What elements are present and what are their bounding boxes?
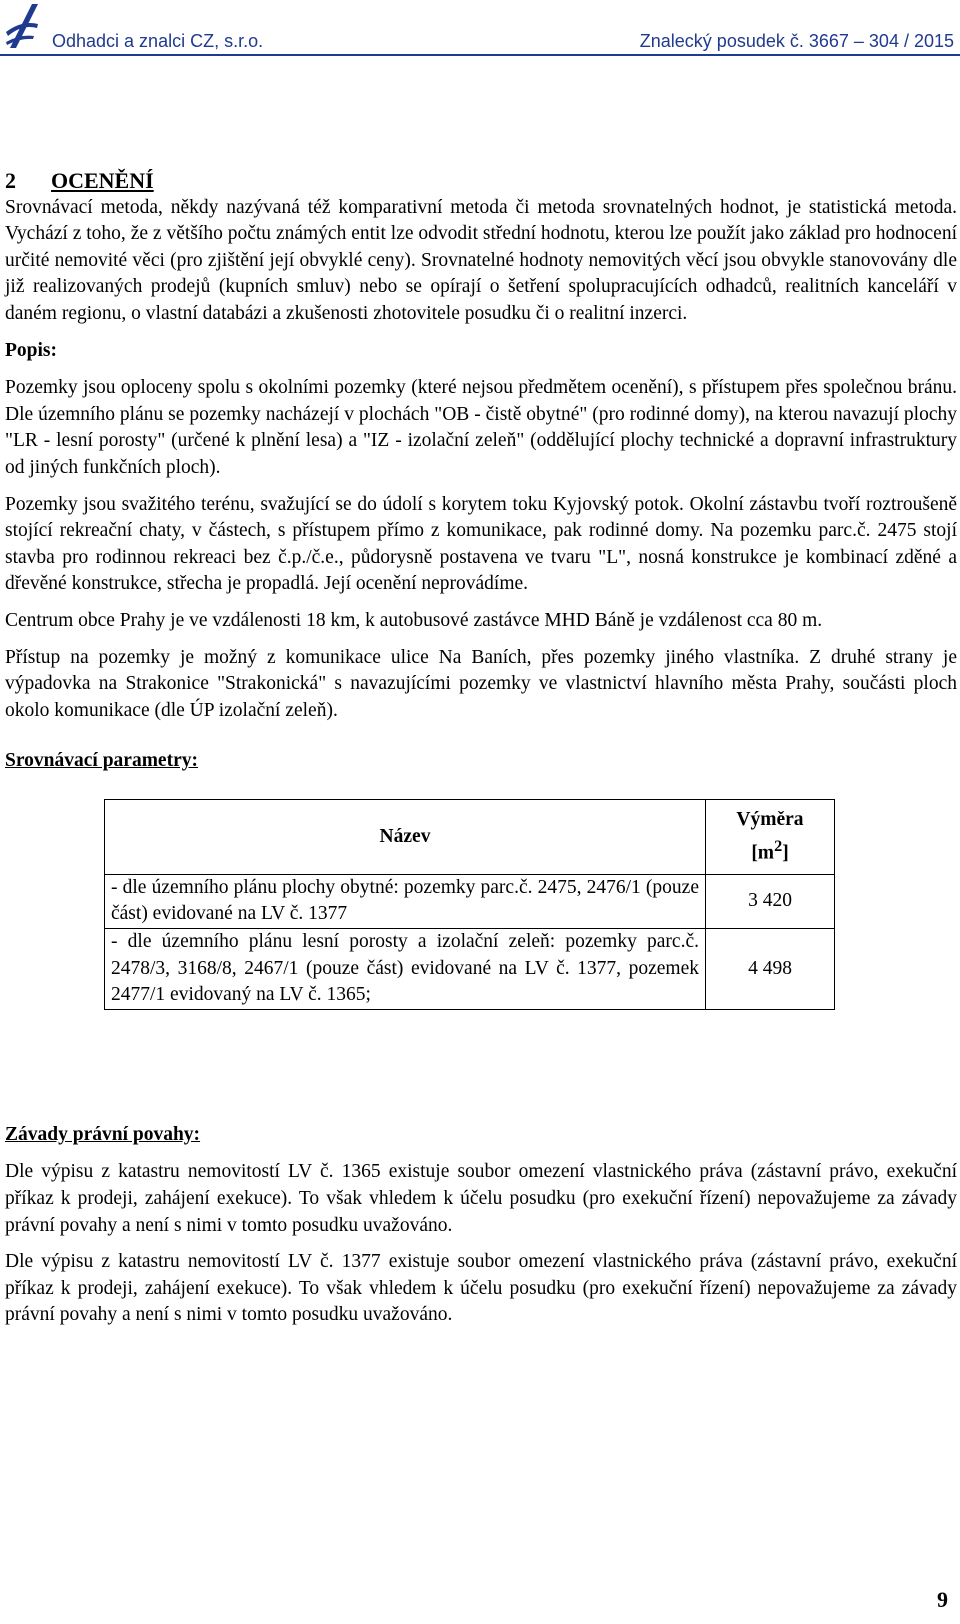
popis-label: Popis: xyxy=(5,339,58,361)
page-header xyxy=(0,0,960,56)
table-cell-name: - dle územního plánu lesní porosty a izolační zeleň: pozemky parc.č. 2478/3, 3168/8, 2467/1 (pouze část) evidované na LV č. 1377, pozemek 2477/1 evidovaný na LV č. 1365; xyxy=(105,929,706,1010)
popis-paragraph-2: Pozemky jsou svažitého terénu, svažující se do údolí s korytem toku Kyjovský potok. Okolní zástavbu tvoří roztroušeně stojící rekreační chaty, v částech, s přístupem přímo z komunikace, pak rodinné domy. Na pozemku parc.č. 2475 stojí stavba pro rodinnou rekreaci bez č.p./č.e., půdorysně postavena ve tvaru "L", nosná konstrukce je kombinací zděné a dřevěné konstrukce, střecha je propadlá. Její ocenění neprovádíme. xyxy=(5,493,957,595)
col-area-title: Výměra xyxy=(736,808,804,830)
header-report-number: Znalecký posudek č. 3667 – 304 / 2015 xyxy=(639,31,954,51)
zavady-heading xyxy=(5,1122,957,1149)
popis-paragraph-1: Pozemky jsou oploceny spolu s okolními pozemky (které nejsou předmětem ocenění), s přístupem přes společnou bránu. Dle územního plánu se pozemky nacházejí v plochách "OB - čistě obytné" (pro rodinné domy), na kterou navazují plochy "LR - lesní porosty" (určené k plnění lesa) a "IZ - izolační zeleň" (oddělující plochy technické a dopravní infrastruktury od jiných funkčních ploch). xyxy=(5,377,957,478)
popis-paragraph-3: Centrum obce Prahy je ve vzdálenosti 18 km, k autobusové zastávce MHD Báně je vzdálenost cca 80 m. xyxy=(5,609,823,631)
page-number: 9 xyxy=(937,1587,948,1612)
table-cell-area: 3 420 xyxy=(706,874,835,928)
params-table xyxy=(104,799,835,1010)
zavady-paragraph-1: Dle výpisu z katastru nemovitostí LV č. 1365 existuje soubor omezení vlastnického práva (zástavní právo, exekuční příkaz k prodeji, zahájení exekuce). To však vhledem k účelu posudku (pro exekuční řízení) nepovažujeme za závady právní povahy a není s nimi v tomto posudku uvažováno. xyxy=(5,1161,957,1236)
table-header-row xyxy=(105,799,835,874)
header-company: Odhadci a znalci CZ, s.r.o. xyxy=(52,31,264,51)
intro-paragraph: Srovnávací metoda, někdy nazývaná též komparativní metoda či metoda srovnatelných hodnot, je statistická metoda. Vychází z toho, že z většího počtu známých entit lze odvodit střední hodnotu, kterou lze použít jako základ pro hodnocení určité nemovité věci (pro zjištění její obvyklé ceny). Srovnatelné hodnoty nemovitých věcí jsou obvykle stanovovány dle již realizovaných prodejů (kupních smluv) nebo se opírají o šetření spolupracujících odhadců, realitních kanceláří v daném regionu, o vlastní databázi a zkušenosti zhotovitele posudku či o realitní inzerci. xyxy=(5,196,957,324)
table-cell-area: 4 498 xyxy=(706,929,835,1010)
col-area-unit-close: ] xyxy=(782,842,789,864)
popis-paragraph-4: Přístup na pozemky je možný z komunikace ulice Na Baních, přes pozemky jiného vlastníka. Z druhé strany je výpadovka na Strakonice "Strakonická" s navazujícími pozemky ve vlastnictví hlavního města Prahy, součásti ploch okolo komunikace (dle ÚP izolační zeleň). xyxy=(5,646,957,721)
col-area-unit-sup: 2 xyxy=(774,837,783,856)
section-heading xyxy=(5,168,957,195)
section-number: 2 xyxy=(5,168,16,193)
col-name-header: Název xyxy=(105,799,706,874)
col-area-unit-open: [m xyxy=(751,842,775,864)
table-row xyxy=(105,929,835,1010)
params-heading xyxy=(5,748,957,775)
zavady-paragraph-2: Dle výpisu z katastru nemovitostí LV č. 1377 existuje soubor omezení vlastnického práva (zástavní právo, exekuční příkaz k prodeji, zahájení exekuce). To však vhledem k účelu posudku (pro exekuční řízení) nepovažujeme za závady právní povahy a není s nimi v tomto posudku uvažováno. xyxy=(5,1251,957,1326)
zavady-label: Závady právní povahy: xyxy=(5,1123,201,1145)
section-title: OCENĚNÍ xyxy=(51,168,154,193)
table-row xyxy=(105,874,835,928)
company-logo-icon xyxy=(4,2,40,52)
table-cell-name: - dle územního plánu plochy obytné: pozemky parc.č. 2475, 2476/1 (pouze část) evidované na LV č. 1377 xyxy=(105,874,706,928)
document-body xyxy=(5,168,957,1339)
col-area-header xyxy=(706,799,835,874)
header-divider xyxy=(0,54,960,56)
params-label: Srovnávací parametry: xyxy=(5,750,198,772)
